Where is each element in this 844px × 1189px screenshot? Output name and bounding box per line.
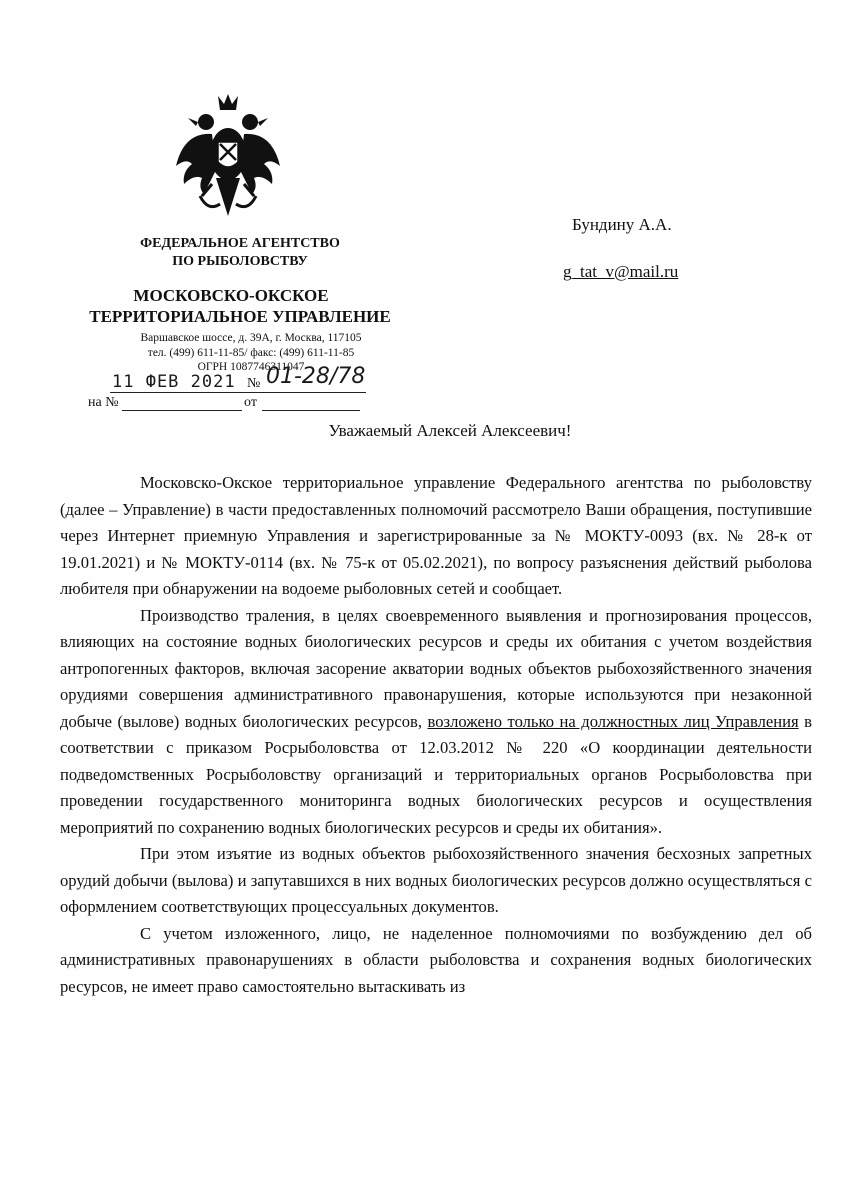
letter-greeting: Уважаемый Алексей Алексеевич! bbox=[328, 421, 572, 440]
agency-address: Варшавское шоссе, д. 39А, г. Москва, 117105 bbox=[140, 332, 362, 344]
recipient-email: g_tat_v@mail.ru bbox=[563, 262, 679, 281]
body-paragraph-2-start: Производство траления, в целях своевременного выявления и прогнозирования процессов, влияющих на состояние водных биологических ресурсов и среды их обитания с учетом воздействия антропогенных факторов, включая засорение акватории водных объектов рыбохозяйственного значения орудиями совершения административного правонарушения, которые используются при незаконной добыче (вылове) водных биологических ресурсов, bbox=[60, 605, 812, 731]
body-paragraph-2-end: в соответствии с приказом Росрыболовства от 12.03.2012 № 220 «О координации деятельности подведомственных Росрыболовству организаций и территориальных органов Росрыболовства при проведении государственного мониторинга водных биологических ресурсов и осуществления мероприятий по сохранению водных биологических ресурсов и среды их обитания». bbox=[60, 711, 813, 837]
registration-number-handwritten: 01-28/78 bbox=[266, 364, 366, 389]
department-name-line1: МОСКОВСКО-ОКСКОЕ bbox=[133, 286, 329, 305]
letter-body bbox=[60, 470, 812, 1000]
reference-number-blank bbox=[122, 410, 242, 411]
body-paragraph-1: Московско-Окское территориальное управление Федерального агентства по рыболовству (далее – Управление) в части предоставленных полномочий рассмотрело Ваши обращения, поступившие через Интернет приемную Управления и зарегистрированные за № МОКТУ-0093 (вх. № 28-к от 19.01.2021) и № МОКТУ-0114 (вх. № 75-к от 05.02.2021), по вопросу разъяснения действий рыболова любителя при обнаружении на водоеме рыболовных сетей и сообщает. bbox=[60, 473, 812, 598]
body-paragraph-3: При этом изъятие из водных объектов рыбохозяйственного значения бесхозных запретных орудий добычи (вылова) и запутавшихся в них водных биологических ресурсов должно осуществляться с оформлением соответствующих процессуальных документов. bbox=[60, 844, 812, 916]
body-paragraph-2 bbox=[60, 603, 812, 842]
double-headed-eagle-emblem-icon bbox=[172, 92, 284, 224]
registration-underline bbox=[110, 392, 366, 393]
agency-phone: тел. (499) 611-11-85/ факс: (499) 611-11-85 bbox=[147, 347, 355, 359]
registration-number-label: № bbox=[247, 376, 261, 391]
agency-name-line2: ПО РЫБОЛОВСТВУ bbox=[172, 254, 308, 269]
agency-name-line1: ФЕДЕРАЛЬНОЕ АГЕНТСТВО bbox=[140, 236, 340, 251]
agency-ogrn: ОГРН 1087746311047 bbox=[197, 361, 305, 373]
reference-date-label: от bbox=[244, 395, 257, 410]
recipient-name: Бундину А.А. bbox=[572, 215, 672, 234]
reference-number-label: на № bbox=[88, 395, 119, 410]
body-paragraph-2-underlined: возложено только на должностных лиц Управления bbox=[427, 711, 799, 731]
department-name-line2: ТЕРРИТОРИАЛЬНОЕ УПРАВЛЕНИЕ bbox=[89, 307, 391, 326]
registration-date-stamp: 11 ФЕВ 2021 bbox=[112, 372, 236, 392]
reference-date-blank bbox=[262, 410, 360, 411]
body-paragraph-4: С учетом изложенного, лицо, не наделенное полномочиями по возбуждению дел об административных правонарушениях в области рыболовства и сохранения водных биологических ресурсов, не имеет право самостоятельно вытаскивать из bbox=[60, 923, 812, 996]
